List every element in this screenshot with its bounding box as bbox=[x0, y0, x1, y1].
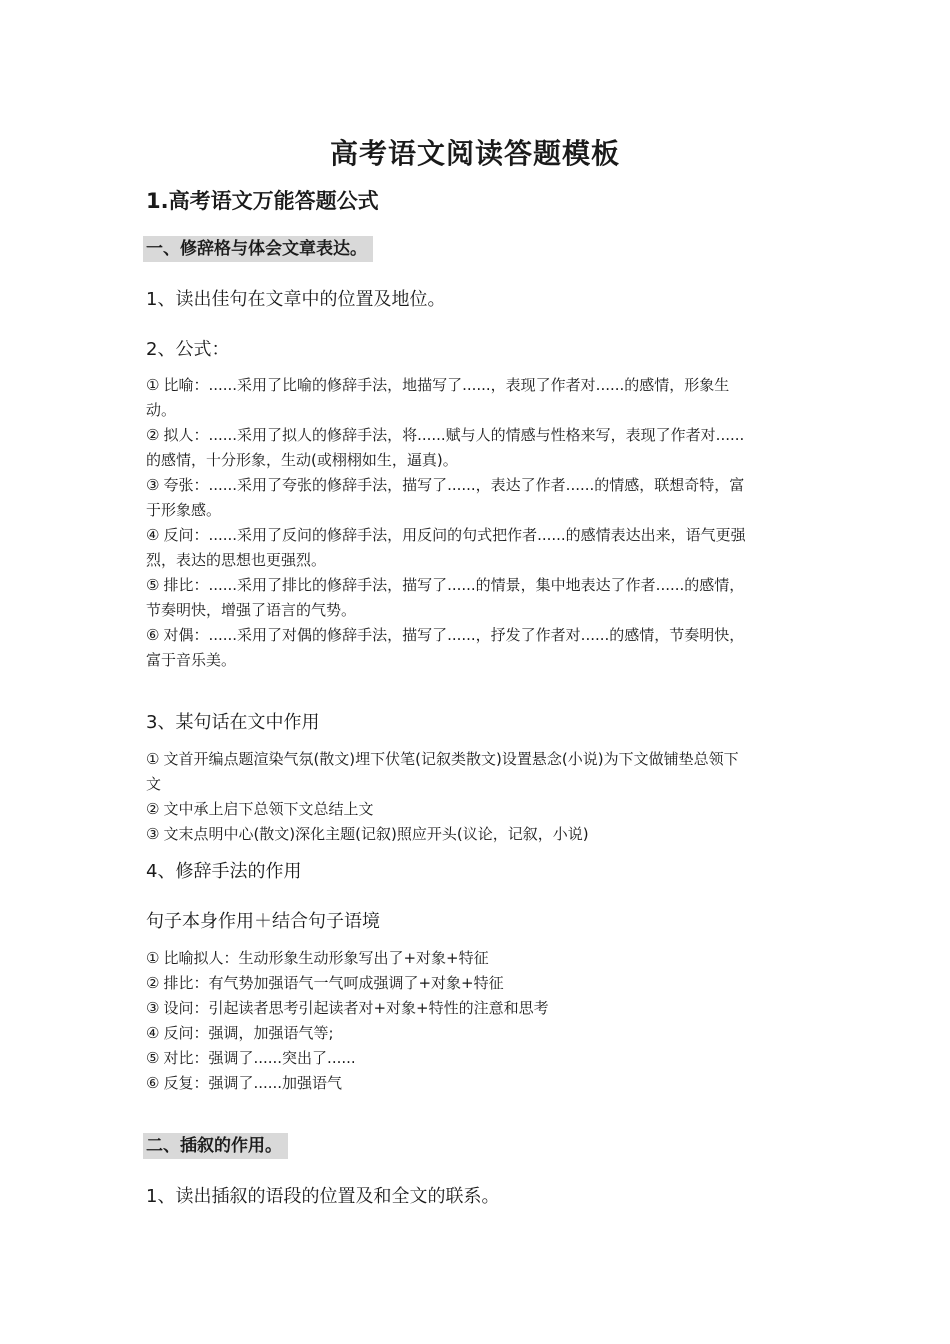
formula-item bbox=[146, 473, 744, 498]
item-text: 排比：有气势加强语气一气呵成强调了+对象+特征 bbox=[163, 974, 504, 992]
item-text: 反复：强调了......加强语气 bbox=[163, 1074, 343, 1092]
formula-item bbox=[146, 373, 729, 398]
item-number: ① bbox=[146, 750, 160, 768]
item-number: ③ bbox=[146, 999, 160, 1017]
item-number: ④ bbox=[146, 526, 160, 544]
item-text: 对比：强调了......突出了...... bbox=[163, 1049, 356, 1067]
formula-item bbox=[146, 523, 746, 548]
document-title: 高考语文阅读答题模板 bbox=[329, 137, 620, 170]
role-item bbox=[146, 747, 739, 772]
item-number: ⑥ bbox=[146, 626, 160, 644]
item-number: ① bbox=[146, 949, 160, 967]
formula-item bbox=[146, 573, 744, 598]
item-text: 比喻拟人：生动形象生动形象写出了+对象+特征 bbox=[163, 949, 489, 967]
section-1-step-3: 3、某句话在文中作用 bbox=[146, 712, 320, 733]
item-text: 设问：引起读者思考引起读者对+对象+特性的注意和思考 bbox=[163, 999, 549, 1017]
item-number: ④ bbox=[146, 1024, 160, 1042]
effect-item bbox=[146, 1071, 342, 1096]
effect-item bbox=[146, 971, 504, 996]
item-number: ⑥ bbox=[146, 1074, 160, 1092]
role-item-continuation: 文 bbox=[146, 775, 162, 793]
formula-item bbox=[146, 423, 744, 448]
formula-item-continuation: 富于音乐美。 bbox=[146, 651, 237, 669]
item-text: 对偶：......采用了对偶的修辞手法，描写了......，抒发了作者对......的感情，节奏明快， bbox=[163, 626, 745, 644]
item-number: ② bbox=[146, 426, 160, 444]
item-text: 反问：强调，加强语气等; bbox=[163, 1024, 334, 1042]
section-2-heading: 二、插叙的作用。 bbox=[143, 1133, 288, 1159]
formula-item bbox=[146, 623, 744, 648]
item-text: 比喻：......采用了比喻的修辞手法，地描写了......，表现了作者对......的感情，形象生 bbox=[163, 376, 730, 394]
main-heading: 1.高考语文万能答题公式 bbox=[146, 189, 379, 213]
effect-item bbox=[146, 1021, 334, 1046]
section-1-step-4: 4、修辞手法的作用 bbox=[146, 861, 302, 882]
item-text: 文末点明中心(散文)深化主题(记叙)照应开头(议论，记叙，小说) bbox=[163, 825, 589, 843]
formula-item-continuation: 烈，表达的思想也更强烈。 bbox=[146, 551, 327, 569]
effect-item bbox=[146, 1046, 356, 1071]
item-number: ③ bbox=[146, 476, 160, 494]
formula-item-continuation: 的感情，十分形象，生动(或栩栩如生，逼真)。 bbox=[146, 451, 458, 469]
item-text: 排比：......采用了排比的修辞手法，描写了......的情景，集中地表达了作者......的感情， bbox=[163, 576, 745, 594]
effect-item bbox=[146, 946, 489, 971]
item-number: ⑤ bbox=[146, 1049, 160, 1067]
section-1-step-1: 1、读出佳句在文章中的位置及地位。 bbox=[146, 289, 446, 310]
role-item bbox=[146, 797, 373, 822]
section-2-step-1: 1、读出插叙的语段的位置及和全文的联系。 bbox=[146, 1186, 500, 1207]
item-number: ① bbox=[146, 376, 160, 394]
role-item bbox=[146, 822, 589, 847]
formula-item-continuation: 动。 bbox=[146, 401, 177, 419]
item-number: ③ bbox=[146, 825, 160, 843]
formula-item-continuation: 节奏明快，增强了语言的气势。 bbox=[146, 601, 357, 619]
item-text: 夸张：......采用了夸张的修辞手法，描写了......，表达了作者......的情感，联想奇特，富 bbox=[163, 476, 745, 494]
item-text: 文首开编点题渲染气氛(散文)埋下伏笔(记叙类散文)设置悬念(小说)为下文做铺垫总领下 bbox=[163, 750, 739, 768]
step-4-formula: 句子本身作用＋结合句子语境 bbox=[146, 911, 380, 932]
effect-item bbox=[146, 996, 549, 1021]
formula-item-continuation: 于形象感。 bbox=[146, 501, 222, 519]
section-1-heading: 一、修辞格与体会文章表达。 bbox=[143, 236, 373, 262]
item-number: ② bbox=[146, 974, 160, 992]
item-number: ② bbox=[146, 800, 160, 818]
item-text: 拟人：......采用了拟人的修辞手法，将......赋与人的情感与性格来写，表现了作者对...... bbox=[163, 426, 745, 444]
item-text: 反问：......采用了反问的修辞手法，用反问的句式把作者......的感情表达出来，语气更强 bbox=[163, 526, 746, 544]
item-number: ⑤ bbox=[146, 576, 160, 594]
item-text: 文中承上启下总领下文总结上文 bbox=[163, 800, 374, 818]
section-1-step-2: 2、公式： bbox=[146, 339, 230, 360]
